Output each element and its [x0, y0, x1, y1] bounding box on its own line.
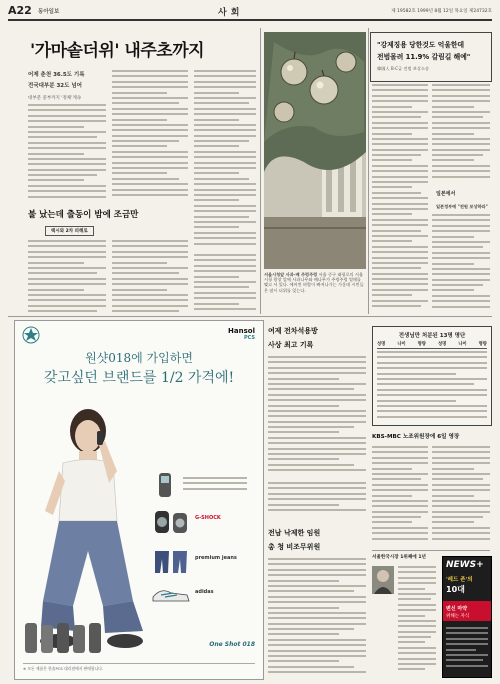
kbs-col-2 — [432, 446, 490, 546]
hansol-logo — [228, 327, 255, 341]
divider-right-vertical — [368, 28, 369, 314]
product-phone-desc — [183, 477, 247, 495]
kbs-title: KBS-MBC 노조위원장에 6일 영장 — [372, 434, 460, 440]
hansol-text: Hansol — [228, 327, 255, 335]
bottom-left-title-2: 총 청 비조무위원 — [268, 543, 321, 551]
news-plus-details — [446, 627, 488, 673]
news-plus-label: NEWS+ — [446, 560, 484, 570]
right-top-box — [370, 32, 492, 82]
table-header-sentence-2: 형량 — [478, 342, 487, 347]
shoe-icon — [151, 583, 191, 605]
lead-sub: 대부분 중부까지 '정체'계속 — [28, 96, 82, 101]
ad-headline-1: 원샷018에 가입하면 — [85, 351, 193, 365]
right-article-title-2: 사상 최고 기록 — [268, 341, 314, 349]
right-top-col-2 — [432, 84, 490, 184]
second-body-col-3 — [194, 254, 256, 312]
lead-body-col-2 — [112, 70, 188, 202]
second-body-col-1 — [28, 240, 106, 312]
lead-body-col-3 — [194, 70, 256, 250]
issue-date: 제 19582호 1999년 8월 12일 목요일 제24732호 — [391, 9, 492, 14]
news-plus-line2: 10대 — [446, 585, 465, 594]
product-jeans-name: premium jeans — [195, 555, 237, 561]
divider-mid-horizontal — [8, 316, 492, 317]
photo-caption — [264, 272, 366, 312]
table-header-name: 성명 — [377, 342, 386, 347]
right-top-title-1: "강제징용 당한것도 억울한데 — [377, 41, 465, 49]
pcs-text: PCS — [243, 335, 255, 341]
news-plus-line4: 위해는 자식 — [446, 614, 470, 619]
pcs-ad — [14, 320, 264, 680]
product-shoes — [151, 581, 251, 611]
bottom-right-col-1 — [398, 566, 436, 676]
bottom-left-title-1: 전남 낙제한 임원 — [268, 529, 321, 537]
bottom-left-col — [268, 558, 366, 676]
phones-icon — [23, 621, 103, 655]
paper-name: 동아일보 — [38, 9, 60, 15]
masthead — [8, 4, 492, 18]
phones-strip — [23, 621, 103, 655]
apple-tree-photo — [264, 32, 366, 269]
right-top-sub: 韓國人 B·C급 전범 보상소송 — [377, 66, 430, 71]
page-number: A22 — [8, 4, 32, 17]
right-mid-label: 일본에서 — [436, 191, 456, 197]
right-article-col-b — [268, 482, 366, 516]
lead-kicker-2: 전국대부분 32도 넘어 — [28, 83, 82, 89]
person-icon — [372, 566, 394, 594]
right-mid-note: 일본정부에 "전원 보상하라" — [436, 204, 488, 209]
product-jeans — [151, 547, 251, 577]
product-shoes-name: adidas — [195, 589, 214, 595]
second-headline: 불 났는데 출동이 밤에 조금만 — [28, 210, 139, 220]
news-plus-line1: '레드 존'의 — [446, 577, 473, 583]
jeans-icon — [151, 549, 191, 575]
photo-caption-title: 서울시청앞 사과-배 주렁주렁 — [264, 272, 318, 277]
product-phone — [151, 471, 251, 501]
table-header-age-2: 나이 — [458, 342, 467, 347]
star-logo-icon — [21, 325, 41, 345]
product-watch — [151, 507, 251, 543]
lead-body-col-1 — [28, 104, 106, 202]
kbs-col-1 — [372, 446, 428, 546]
photo-caption-text: 서울 중구 태평로의 서울시청 광장 앞에 사과나무와 배나무가 주렁주렁 열매를 맺고 서 있다. 에어컨 바람이 빠져나가는 가운데 시민들은 잠시 더위를 잊는다. — [264, 272, 364, 293]
bottom-right-divider — [372, 550, 490, 551]
lead-kicker-1: 어제 춘천 36.5도 기록 — [28, 72, 85, 78]
ad-footer: ※ 모든 제품은 한솔PCS 대리점에서 판매합니다. — [23, 663, 255, 672]
news-plus-ad — [442, 556, 492, 678]
news-plus-line3: 변신 마약 — [446, 606, 468, 612]
one-shot-logo: One Shot 018 — [209, 641, 255, 648]
table-box — [372, 326, 492, 426]
table-header-name-2: 성명 — [437, 342, 447, 347]
phone-icon — [151, 471, 179, 499]
second-tag: 택시와 2차 피해로 — [45, 226, 94, 236]
portrait-photo — [372, 566, 394, 594]
ad-headline-2: 갖고싶던 브랜드를 1/2 가격에! — [43, 370, 235, 386]
apple-tree-graphic — [264, 32, 366, 269]
right-top-col-1 — [372, 84, 428, 316]
table-header-age: 나이 — [397, 342, 406, 347]
table-header-sentence: 형량 — [417, 342, 426, 347]
watch-icon — [151, 509, 191, 539]
table-rows — [377, 351, 487, 421]
right-article-col — [268, 356, 366, 476]
masthead-rule — [8, 19, 492, 21]
right-top-title-2: 전범몰려 11.9% 갈림길 해예" — [377, 53, 471, 61]
table-header — [377, 341, 487, 349]
divider-left-vertical — [260, 28, 261, 314]
table-box-title: 전생님만 처분된 13명 명단 — [398, 333, 466, 339]
right-mid-col — [432, 214, 490, 316]
second-body-col-2 — [112, 240, 188, 312]
right-article-title-1: 여제 전차석용방 — [268, 327, 318, 335]
section-name: 사회 — [218, 8, 244, 18]
lead-headline: '가마솥더위' 내주초까지 — [30, 41, 205, 61]
bottom-right-box-title: 서울한국시장 1위째에 1년 — [372, 555, 426, 560]
product-watch-name: G-SHOCK — [195, 515, 221, 521]
